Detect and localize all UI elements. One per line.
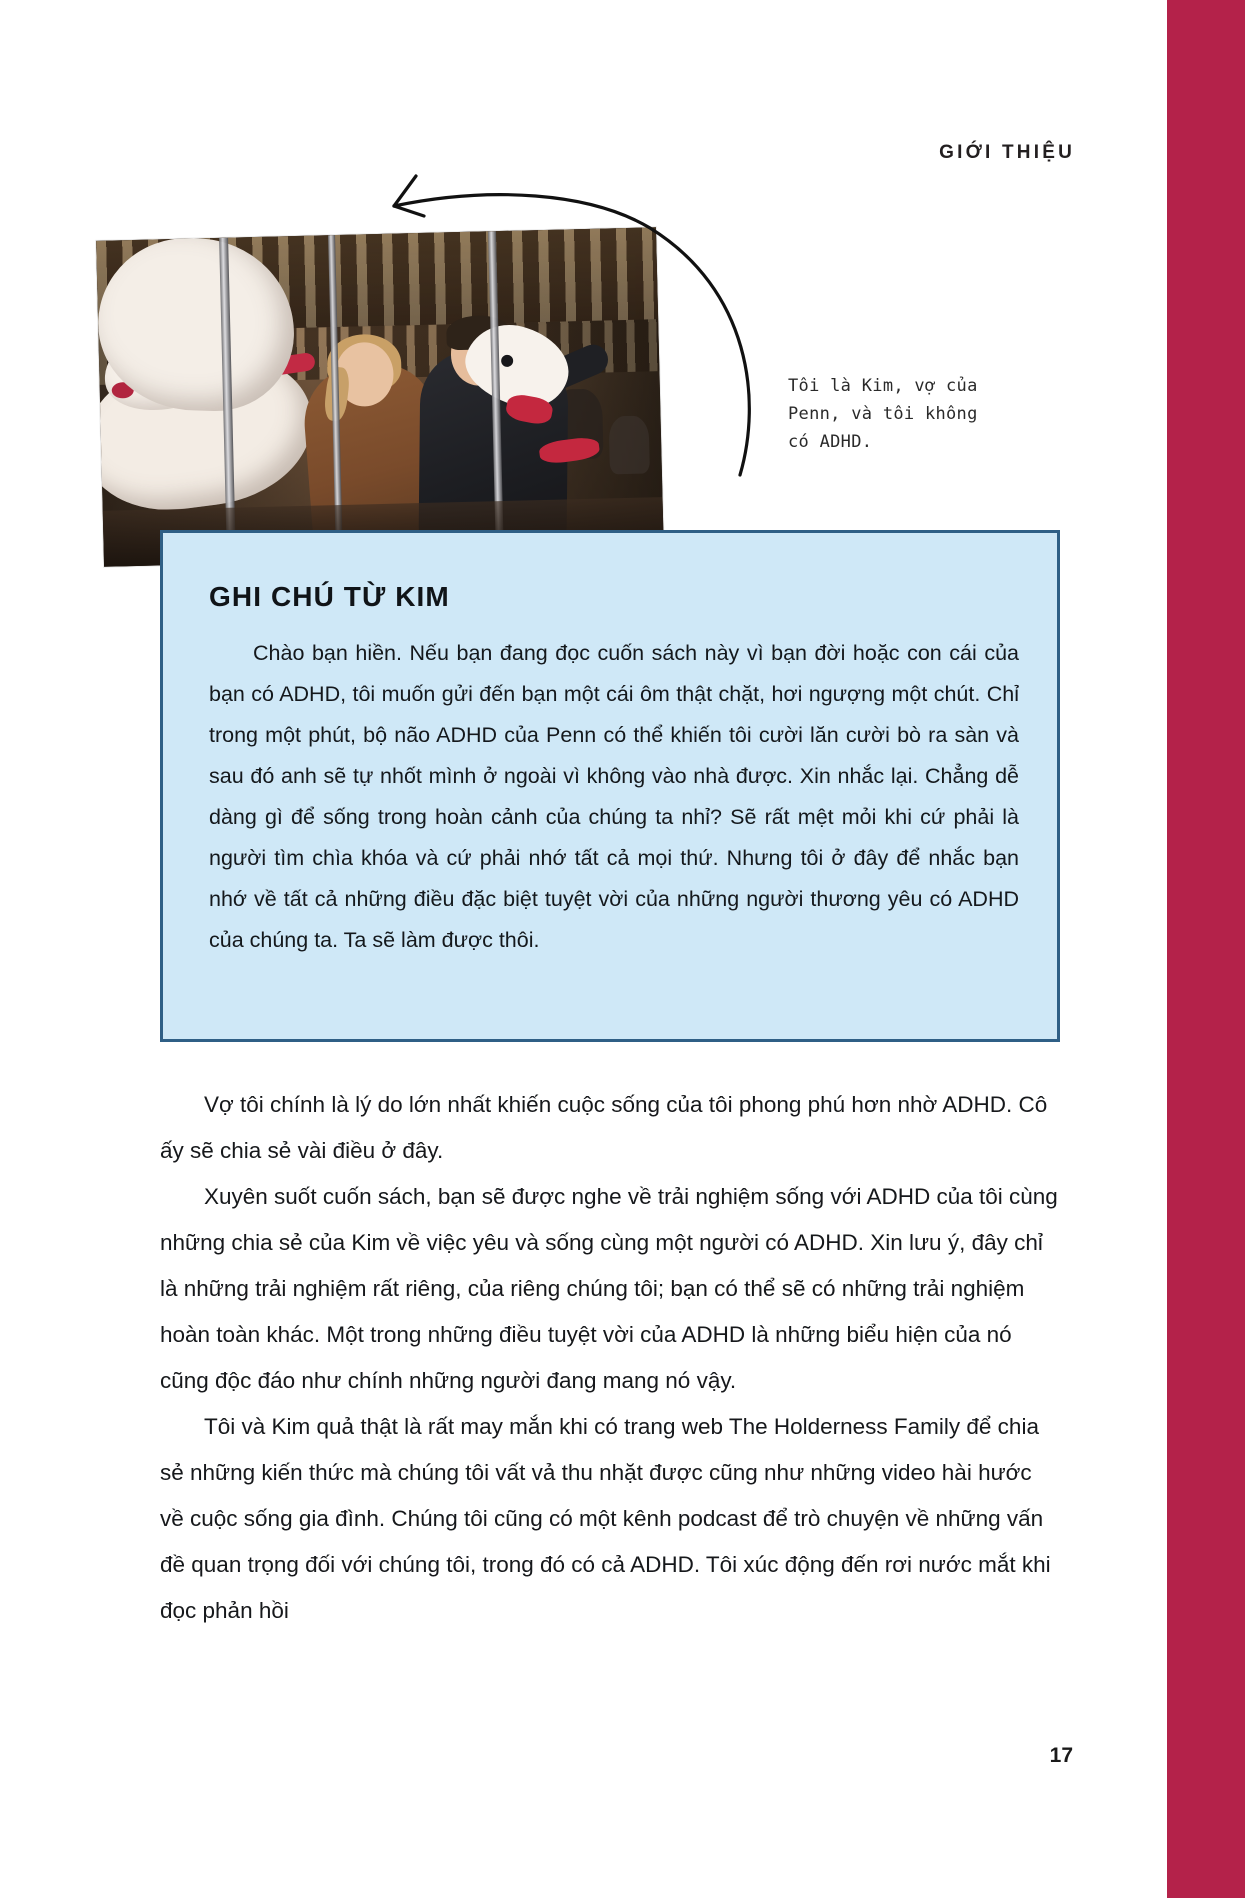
- note-title: GHI CHÚ TỪ KIM: [209, 581, 450, 612]
- body-paragraph: Xuyên suốt cuốn sách, bạn sẽ được nghe về trải nghiệm sống với ADHD của tôi cùng những chia sẻ của Kim về việc yêu và sống cùng một người có ADHD. Xin lưu ý, đây chỉ là những trải nghiệm rất riêng, của riêng chúng tôi; bạn có thể sẽ có những trải nghiệm hoàn toàn khác. Một trong những điều tuyệt vời của ADHD là những biểu hiện của nó cũng độc đáo như chính những người đang mang nó vậy.: [160, 1184, 1058, 1393]
- note-from-kim-box: [160, 530, 1060, 1042]
- body-paragraph: Vợ tôi chính là lý do lớn nhất khiến cuộc sống của tôi phong phú hơn nhờ ADHD. Cô ấy sẽ chia sẻ vài điều ở đây.: [160, 1092, 1048, 1163]
- body-text: [160, 1082, 1060, 1634]
- page-edge-band: [1167, 0, 1245, 1898]
- running-header: GIỚI THIỆU: [939, 142, 1075, 163]
- note-body: Chào bạn hiền. Nếu bạn đang đọc cuốn sách này vì bạn đời hoặc con cái của bạn có ADHD, tôi muốn gửi đến bạn một cái ôm thật chặt, hơi ngượng một chút. Chỉ trong một phút, bộ não ADHD của Penn có thể khiến tôi cười lăn cười bò ra sàn và sau đó anh sẽ tự nhốt mình ở ngoài vì không vào nhà được. Xin nhắc lại. Chẳng dễ dàng gì để sống trong hoàn cảnh của chúng ta nhỉ? Sẽ rất mệt mỏi khi cứ phải là người tìm chìa khóa và cứ phải nhớ tất cả mọi thứ. Nhưng tôi ở đây để nhắc bạn nhớ về tất cả những điều đặc biệt tuyệt vời của những người thương yêu có ADHD của chúng ta. Ta sẽ làm được thôi.: [209, 641, 1019, 952]
- photo-caption: Tôi là Kim, vợ của Penn, và tôi không có ADHD.: [788, 376, 978, 452]
- hand-drawn-arrow-icon: [350, 150, 770, 480]
- body-paragraph: Tôi và Kim quả thật là rất may mắn khi có trang web The Holderness Family để chia sẻ những kiến thức mà chúng tôi vất vả thu nhặt được cũng như những video hài hước về cuộc sống gia đình. Chúng tôi cũng có một kênh podcast để trò chuyện về những vấn đề quan trọng đối với chúng tôi, trong đó có cả ADHD. Tôi xúc động đến rơi nước mắt khi đọc phản hồi: [160, 1414, 1051, 1623]
- page-number: 17: [1049, 1744, 1073, 1767]
- page-edge-band-divider: [1159, 0, 1167, 1898]
